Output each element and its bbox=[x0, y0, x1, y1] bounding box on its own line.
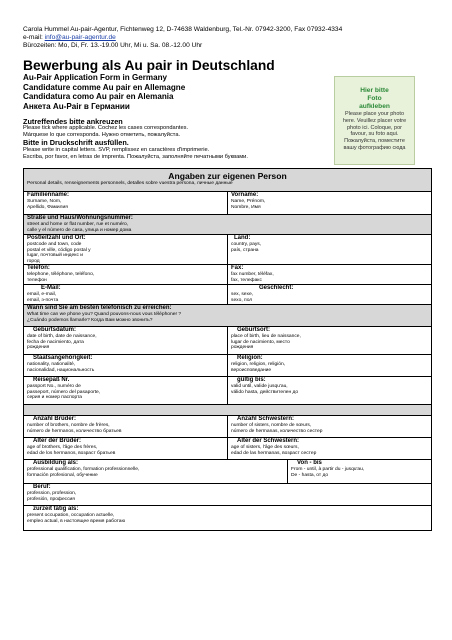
field-hint: passeport, número del pasaporte, bbox=[27, 389, 101, 395]
surname-field[interactable] bbox=[24, 192, 228, 214]
field-label: Von - bis bbox=[297, 460, 322, 466]
email-row bbox=[24, 285, 431, 305]
field-hint: What time can we phone you? Quand pouvons-nous vous téléphoner ? bbox=[27, 312, 182, 318]
field-label: Geburtsdatum: bbox=[33, 327, 77, 333]
field-hint: sexo, пол bbox=[231, 297, 253, 303]
field-label: Ausbildung als: bbox=[33, 460, 78, 466]
phone-row bbox=[24, 265, 431, 285]
field-hint: number of sisters, nombre de sœurs, bbox=[231, 423, 312, 429]
birth-row bbox=[24, 327, 431, 355]
number-of-sisters-field[interactable] bbox=[228, 416, 431, 437]
field-hint: вероисповедание bbox=[231, 367, 272, 373]
print-instruction-heading: Bitte in Druckschrift ausfüllen. bbox=[23, 138, 129, 147]
field-hint: edad de las hermanas, возраст сестер bbox=[231, 450, 317, 456]
field-hint: professional qualification, formation professionnelle, bbox=[27, 467, 140, 473]
agency-email-link[interactable]: info@au-pair-agentur.de bbox=[44, 34, 116, 42]
subtitle-english: Au-Pair Application Form in Germany bbox=[23, 73, 168, 82]
field-hint: age of sisters, l'âge des sœurs, bbox=[231, 445, 299, 451]
passport-number-field[interactable] bbox=[24, 377, 228, 404]
field-hint: age of brothers, l'âge des frères, bbox=[27, 445, 98, 451]
field-hint: De - hasta, от до bbox=[291, 472, 329, 478]
field-label: Wann sind Sie am besten telefonisch zu erreichen: bbox=[27, 305, 172, 311]
field-hint: sex, sexe, bbox=[231, 292, 254, 298]
religion-field[interactable] bbox=[228, 355, 431, 376]
call-time-field[interactable] bbox=[24, 305, 431, 326]
field-hint: fax number, téléfax, bbox=[231, 272, 274, 278]
field-label: Postleitzahl und Ort: bbox=[27, 235, 86, 241]
email-label: e-mail: bbox=[23, 34, 45, 42]
instruction-line: Please tick where applicable. Cochez les cases correspondantes. bbox=[23, 125, 189, 131]
field-label: zurzeit tätig als: bbox=[33, 506, 79, 512]
field-hint: telephone, téléphone, teléfono, bbox=[27, 272, 95, 278]
subtitle-russian: Анкета Au-Pair в Германии bbox=[23, 101, 130, 111]
nationality-field[interactable] bbox=[24, 355, 228, 376]
field-hint: lugar de nacimiento, место bbox=[231, 339, 290, 345]
field-label: Land: bbox=[234, 235, 251, 241]
photo-placeholder bbox=[334, 76, 415, 165]
call-time-row bbox=[24, 305, 431, 327]
field-hint: country, pays, bbox=[231, 242, 262, 248]
agency-email-line bbox=[23, 34, 342, 42]
field-hint: street and home or flat number, rue et numéro, bbox=[27, 222, 129, 228]
section-subtitle: Personal details, renseignements personnels, detalles sobre vuestra persona, личные данные bbox=[27, 181, 233, 186]
field-label: Staatsangehörigkeit: bbox=[33, 355, 93, 361]
field-label: gültig bis: bbox=[237, 377, 266, 383]
field-label: Anzahl Schwestern: bbox=[237, 416, 295, 422]
instruction-line: Please write in capital letters. SVP, remplissez en caractères d'imprimerie. bbox=[23, 147, 210, 153]
postcode-row bbox=[24, 235, 431, 265]
photo-label: Hier bitte bbox=[360, 87, 389, 94]
form-subtitles bbox=[23, 73, 185, 111]
street-row bbox=[24, 215, 431, 235]
field-hint: passport No., numéro de bbox=[27, 384, 81, 390]
field-hint: país, страна bbox=[231, 247, 259, 253]
name-row bbox=[24, 192, 431, 215]
field-hint: город bbox=[27, 258, 40, 264]
postcode-city-field[interactable] bbox=[24, 235, 228, 264]
field-hint: Name, Prénom, bbox=[231, 199, 266, 205]
sex-field[interactable] bbox=[228, 285, 431, 304]
field-hint: date of birth, date de naissance, bbox=[27, 334, 97, 340]
siblings-header bbox=[24, 405, 431, 415]
page-title: Bewerbung als Au pair in Deutschland bbox=[23, 58, 275, 73]
agency-address: Carola Hummel Au-pair-Agentur, Fichtenweg 12, D-74638 Waldenburg, Tel.-Nr. 07942-3200, Fax 07932-4334 bbox=[23, 26, 343, 33]
field-hint: profesión, профессия bbox=[27, 496, 75, 502]
fax-field[interactable] bbox=[228, 265, 431, 284]
education-row bbox=[24, 460, 431, 484]
field-hint: calle y el número de casa, улица и номер дома bbox=[27, 227, 132, 233]
first-name-field[interactable] bbox=[228, 192, 431, 214]
field-label: Geschlecht: bbox=[259, 285, 294, 291]
field-label: Familienname: bbox=[27, 192, 70, 198]
photo-instruction: Please place your photo here. Veuillez placer votre photo ici. Coloque, por favour, su foto aqui. Пожалуйста, поместите вашу фотографию сюда bbox=[342, 111, 407, 151]
siblings-age-row bbox=[24, 438, 431, 460]
siblings-header-row bbox=[24, 405, 431, 416]
field-hint: present occupation, occupation actuelle, bbox=[27, 513, 115, 519]
profession-field[interactable] bbox=[24, 484, 431, 505]
field-hint: empleo actual, в настоящее время работаю bbox=[27, 518, 126, 524]
email-field[interactable] bbox=[24, 285, 228, 304]
instruction-line: Escriba, por favor, en letras de imprenta. Пожалуйста, заполняйте печатными буквами. bbox=[23, 154, 248, 161]
field-label: Alter der Brüder: bbox=[33, 438, 82, 444]
passport-row bbox=[24, 377, 431, 405]
subtitle-spanish: Candidatura como Au pair en Alemania bbox=[23, 92, 174, 102]
field-label: Anzahl Brüder: bbox=[33, 416, 77, 422]
field-hint: рождения bbox=[231, 345, 254, 351]
field-hint: place of birth, lieu de naissance, bbox=[231, 334, 301, 340]
field-hint: number of brothers, nombre de frères, bbox=[27, 423, 110, 429]
field-label: Straße und Haus/Wohnungsnummer: bbox=[27, 215, 133, 221]
office-hours: Bürozeiten: Mo, Di, Fr. 13.-19.00 Uhr, Mi u. Sa. 08.-12.00 Uhr bbox=[23, 42, 203, 50]
field-hint: fecha de nacimiento, дата bbox=[27, 339, 84, 345]
field-hint: email, э-почта bbox=[27, 297, 59, 303]
subtitle-french: Candidature comme Au pair en Allemagne bbox=[23, 82, 186, 92]
instructions-heading: Zutreffendes bitte ankreuzen bbox=[23, 117, 123, 126]
field-hint: Surname, Nom, bbox=[27, 199, 62, 205]
field-hint: Nombre, Имя bbox=[231, 204, 261, 210]
instruction-line: Márquese lo que corresponda. Нужно отметить, пожалуйста. bbox=[23, 132, 181, 139]
field-hint: válido hasta, действителен до bbox=[231, 389, 299, 395]
section-title: Angaben zur eigenen Person bbox=[168, 171, 287, 181]
field-hint: рождения bbox=[27, 345, 50, 351]
photo-label: Foto bbox=[367, 95, 382, 102]
field-label: Geburtsort: bbox=[237, 327, 270, 333]
print-instructions-text bbox=[23, 147, 248, 161]
qualification-field[interactable] bbox=[24, 460, 288, 483]
field-hint: religion, religion, religión, bbox=[231, 362, 286, 368]
field-hint: valid until, valide jusqu'au, bbox=[231, 384, 288, 390]
occupation-row bbox=[24, 506, 431, 530]
field-hint: número de hermanas, количество сестер bbox=[231, 428, 323, 434]
nationality-row bbox=[24, 355, 431, 377]
age-of-brothers-field[interactable] bbox=[24, 438, 228, 459]
field-label: Fax: bbox=[231, 265, 244, 271]
field-hint: nacionalidad, национальность bbox=[27, 367, 95, 373]
field-hint: Apellido, Фамилия bbox=[27, 204, 68, 210]
field-hint: телефон bbox=[27, 277, 47, 283]
photo-label: aufkleben bbox=[359, 103, 390, 110]
street-field[interactable] bbox=[24, 215, 431, 234]
field-hint: postcode and town, code bbox=[27, 242, 82, 248]
field-hint: ¿Cuándo podemos llamarle? Когда Вам можно звонить? bbox=[27, 317, 153, 323]
siblings-count-row bbox=[24, 416, 431, 438]
profession-row bbox=[24, 484, 431, 506]
field-label: Telefon: bbox=[27, 265, 50, 271]
field-label: E-Mail: bbox=[41, 285, 61, 291]
field-hint: nationality, nationalité, bbox=[27, 362, 76, 368]
passport-valid-until-field[interactable] bbox=[228, 377, 431, 404]
field-hint: postal et ville, código postal y bbox=[27, 247, 91, 253]
field-hint: lugar, почтовый индекс и bbox=[27, 253, 83, 259]
field-hint: fax, телефакс bbox=[231, 277, 262, 283]
personal-details-form bbox=[23, 168, 432, 531]
field-label: Vorname: bbox=[231, 192, 259, 198]
section-header bbox=[24, 169, 431, 192]
field-hint: edad de los hermanos, возраст братьев bbox=[27, 450, 116, 456]
field-hint: número de hermanos, количество братьев bbox=[27, 428, 122, 434]
field-label: Religion: bbox=[237, 355, 263, 361]
field-hint: email, e-mail, bbox=[27, 292, 57, 298]
telephone-field[interactable] bbox=[24, 265, 228, 284]
field-label: Alter der Schwestern: bbox=[237, 438, 300, 444]
field-hint: From - until, à partir du - jusqu'au, bbox=[291, 467, 365, 473]
agency-header bbox=[23, 26, 342, 50]
field-hint: серия и номер паспорта bbox=[27, 395, 82, 401]
number-of-brothers-field[interactable] bbox=[24, 416, 228, 437]
country-field[interactable] bbox=[228, 235, 431, 264]
field-label: Reisepaß Nr. bbox=[33, 377, 70, 383]
age-of-sisters-field[interactable] bbox=[228, 438, 431, 459]
field-hint: profession, profession, bbox=[27, 491, 77, 497]
field-label: Beruf: bbox=[33, 484, 51, 490]
field-hint: formación profesional, обучение bbox=[27, 472, 98, 478]
from-until-field[interactable] bbox=[288, 460, 431, 483]
place-of-birth-field[interactable] bbox=[228, 327, 431, 354]
date-of-birth-field[interactable] bbox=[24, 327, 228, 354]
present-occupation-field[interactable] bbox=[24, 506, 431, 530]
